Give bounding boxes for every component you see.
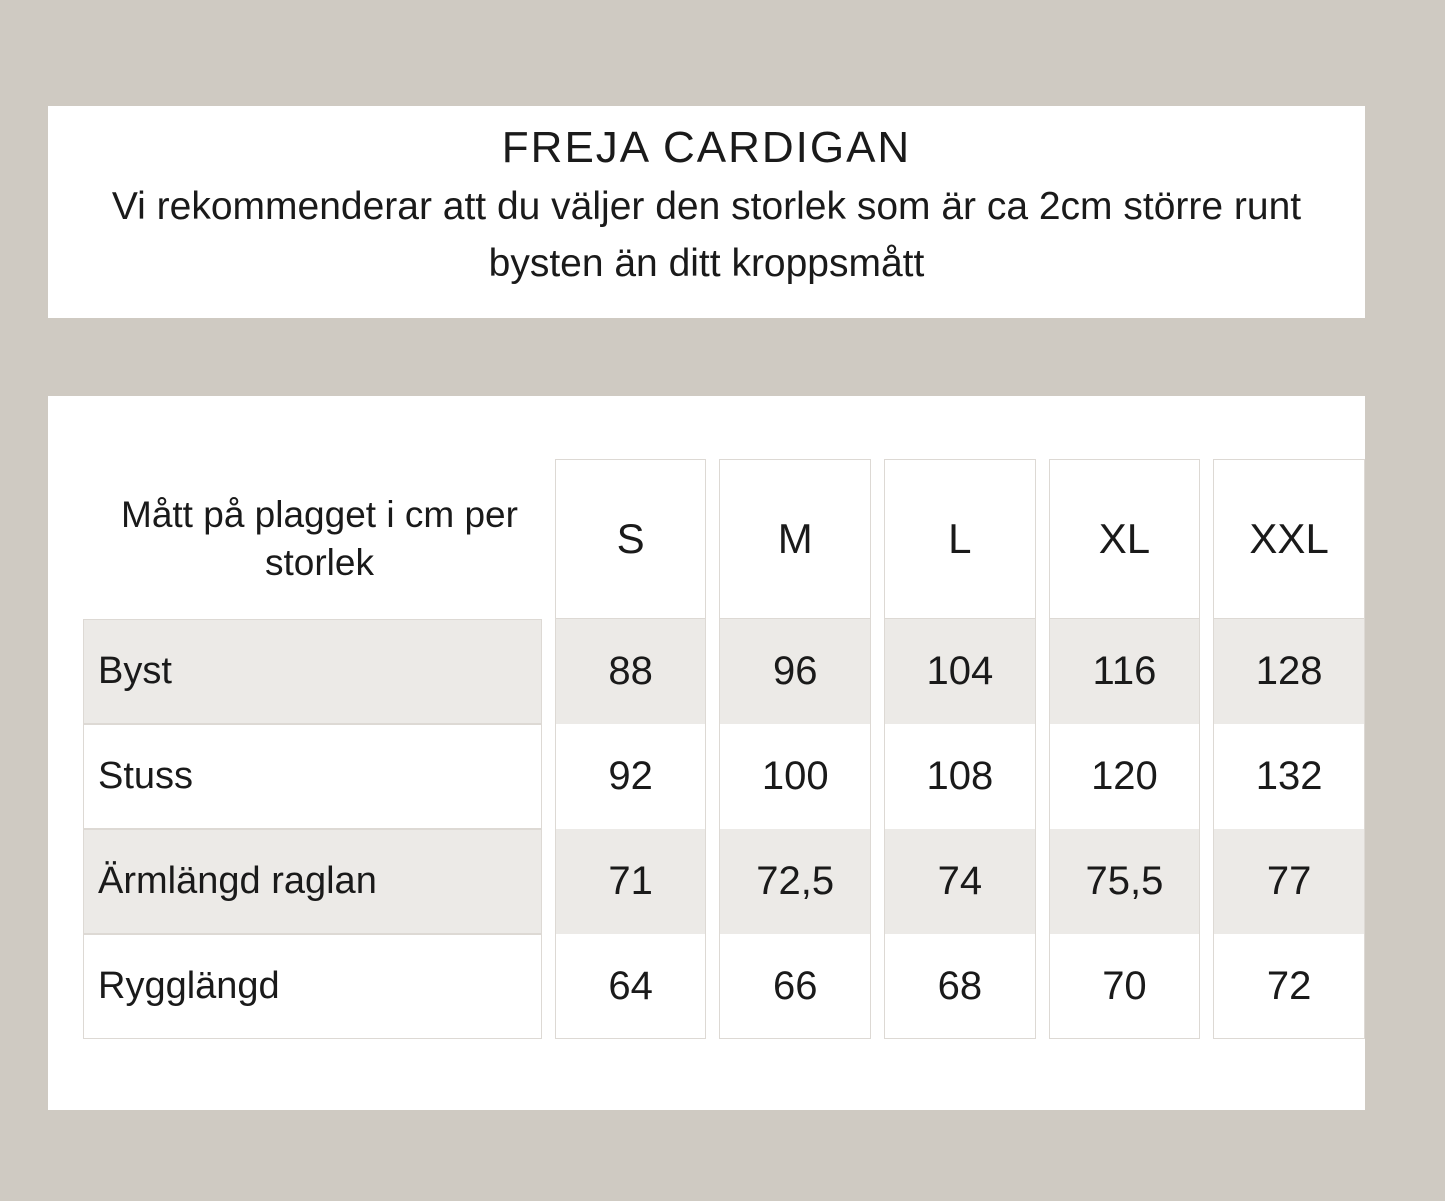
- size-header-l: L: [884, 459, 1036, 619]
- spacer: [1200, 459, 1213, 619]
- cell-rygglangd-xl: 70: [1049, 934, 1201, 1039]
- size-header-m: M: [719, 459, 871, 619]
- cell-stuss-s: 92: [555, 724, 707, 829]
- spacer: [542, 459, 555, 619]
- page-subtitle: Vi rekommenderar att du väljer den storlek som är ca 2cm större runt bysten än ditt kroppsmått: [111, 185, 1302, 285]
- cell-byst-xxl: 128: [1213, 619, 1365, 724]
- cell-armlangd-m: 72,5: [719, 829, 871, 934]
- cell-stuss-xl: 120: [1049, 724, 1201, 829]
- row-label-armlangd-raglan: Ärmlängd raglan: [83, 829, 542, 934]
- cell-armlangd-xl: 75,5: [1049, 829, 1201, 934]
- row-label-rygglangd: Rygglängd: [83, 934, 542, 1039]
- spacer: [871, 934, 884, 1039]
- cell-armlangd-xxl: 77: [1213, 829, 1365, 934]
- spacer: [871, 829, 884, 934]
- cell-byst-m: 96: [719, 619, 871, 724]
- cell-stuss-m: 100: [719, 724, 871, 829]
- size-header-s: S: [555, 459, 707, 619]
- spacer: [871, 459, 884, 619]
- spacer: [1200, 934, 1213, 1039]
- cell-byst-s: 88: [555, 619, 707, 724]
- spacer: [542, 934, 555, 1039]
- table-header-row: [83, 459, 1365, 619]
- spacer: [542, 619, 555, 724]
- spacer: [1036, 934, 1049, 1039]
- spacer: [1200, 619, 1213, 724]
- spacer: [542, 724, 555, 829]
- table-row: [83, 619, 1365, 724]
- spacer: [871, 724, 884, 829]
- spacer: [871, 619, 884, 724]
- table-row: [83, 724, 1365, 829]
- cell-stuss-xxl: 132: [1213, 724, 1365, 829]
- size-table: [83, 459, 1365, 1039]
- size-header-xl: XL: [1049, 459, 1201, 619]
- cell-stuss-l: 108: [884, 724, 1036, 829]
- cell-byst-xl: 116: [1049, 619, 1201, 724]
- cell-byst-l: 104: [884, 619, 1036, 724]
- spacer: [706, 459, 719, 619]
- spacer: [542, 829, 555, 934]
- spacer: [1036, 619, 1049, 724]
- spacer: [706, 619, 719, 724]
- spacer: [1200, 829, 1213, 934]
- cell-rygglangd-xxl: 72: [1213, 934, 1365, 1039]
- header-card: [48, 106, 1365, 318]
- cell-rygglangd-m: 66: [719, 934, 871, 1039]
- row-label-byst: Byst: [83, 619, 542, 724]
- spacer: [1200, 724, 1213, 829]
- size-table-card: [48, 396, 1365, 1110]
- spacer: [1036, 724, 1049, 829]
- table-row: [83, 829, 1365, 934]
- size-header-xxl: XXL: [1213, 459, 1365, 619]
- spacer: [706, 724, 719, 829]
- spacer: [706, 829, 719, 934]
- spacer: [1036, 459, 1049, 619]
- table-corner-label: Mått på plagget i cm per storlek: [121, 493, 518, 583]
- spacer: [706, 934, 719, 1039]
- row-label-stuss: Stuss: [83, 724, 542, 829]
- spacer: [1036, 829, 1049, 934]
- cell-armlangd-s: 71: [555, 829, 707, 934]
- table-row: [83, 934, 1365, 1039]
- page-title: FREJA CARDIGAN: [501, 123, 912, 172]
- cell-rygglangd-s: 64: [555, 934, 707, 1039]
- cell-rygglangd-l: 68: [884, 934, 1036, 1039]
- cell-armlangd-l: 74: [884, 829, 1036, 934]
